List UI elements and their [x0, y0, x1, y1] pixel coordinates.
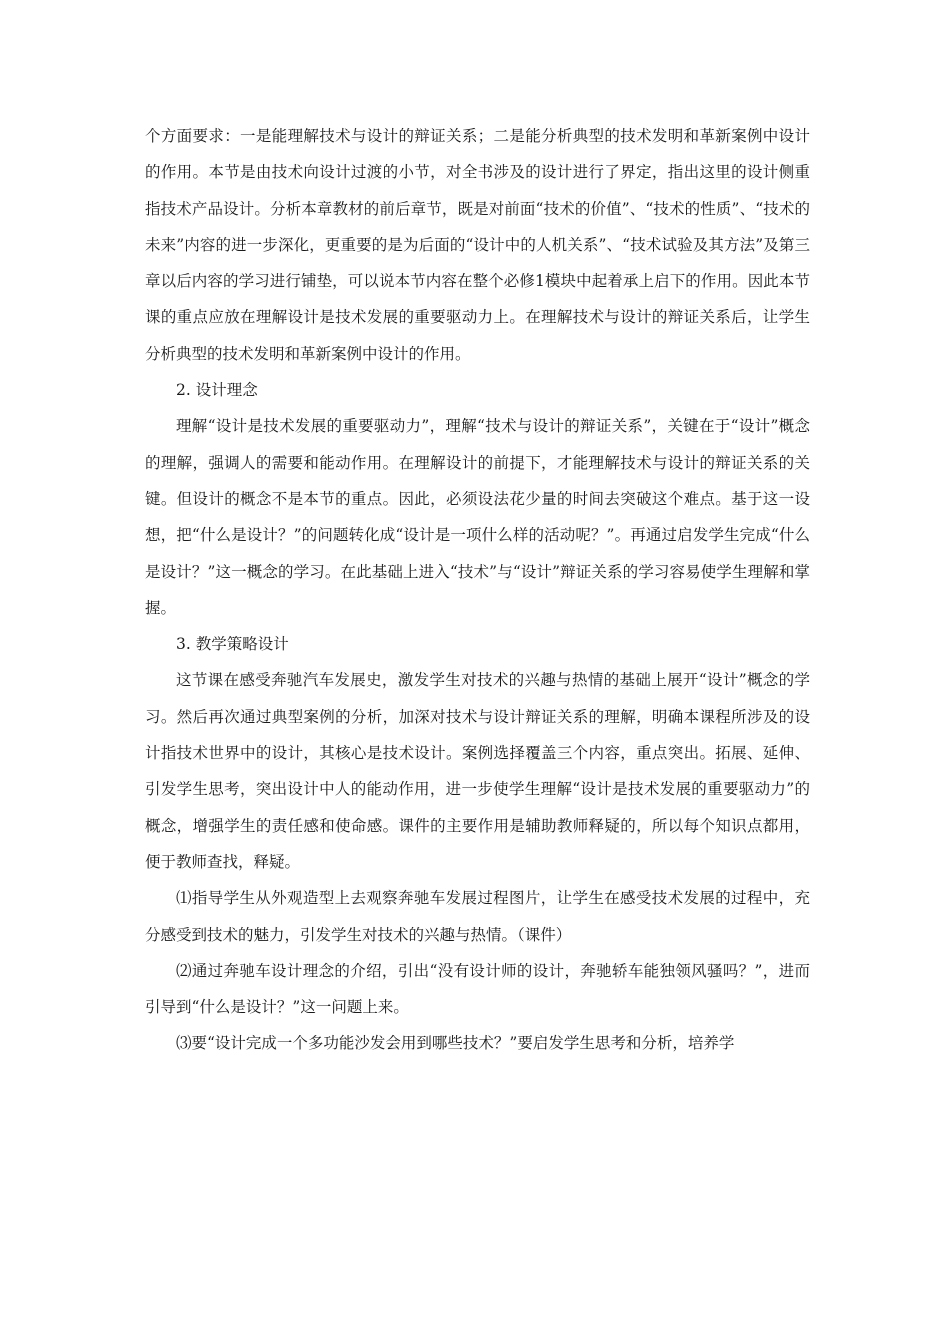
paragraph-intro-continued: 个方面要求：一是能理解技术与设计的辩证关系；二是能分析典型的技术发明和革新案例中设计的作用。本节是由技术向设计过渡的小节，对全书涉及的设计进行了界定，指出这里的设计侧重指技术产品设计。分析本章教材的前后章节，既是对前面“技术的价值”、“技术的性质”、“技术的未来”内容的进一步深化，更重要的是为后面的“设计中的人机关系”、“技术试验及其方法”及第三章以后内容的学习进行铺垫，可以说本节内容在整个必修1模块中起着承上启下的作用。因此本节课的重点应放在理解设计是技术发展的重要驱动力上。在理解技术与设计的辩证关系后，让学生分析典型的技术发明和革新案例中设计的作用。 — [145, 127, 810, 363]
document-body — [145, 118, 810, 1062]
section-heading-teaching-strategy: 3. 教学策略设计 — [176, 635, 289, 654]
paragraph-design-concept: 理解“设计是技术发展的重要驱动力”，理解“技术与设计的辩证关系”，关键在于“设计”概念的理解，强调人的需要和能动作用。在理解设计的前提下，才能理解技术与设计的辩证关系的关键。但设计的概念不是本节的重点。因此，必须设法花少量的时间去突破这个难点。基于这一设想，把“什么是设计？”的问题转化成“设计是一项什么样的活动呢？”。再通过启发学生完成“什么是设计？”这一概念的学习。在此基础上进入“技术”与“设计”辩证关系的学习容易使学生理解和掌握。 — [145, 417, 810, 617]
list-item-step-2: ⑵通过奔驰车设计理念的介绍，引出“没有设计师的设计，奔驰轿车能独领风骚吗？”，进而引导到“什么是设计？”这一问题上来。 — [145, 961, 810, 1017]
list-item-step-1: ⑴指导学生从外观造型上去观察奔驰车发展过程图片，让学生在感受技术发展的过程中，充分感受到技术的魅力，引发学生对技术的兴趣与热情。（课件） — [145, 889, 810, 944]
section-heading-design-concept: 2. 设计理念 — [176, 381, 258, 400]
paragraph-teaching-strategy: 这节课在感受奔驰汽车发展史，激发学生对技术的兴趣与热情的基础上展开“设计”概念的学习。然后再次通过典型案例的分析，加深对技术与设计辩证关系的理解，明确本课程所涉及的设计指技术世界中的设计，其核心是技术设计。案例选择覆盖三个内容，重点突出。拓展、延伸、引发学生思考，突出设计中人的能动作用，进一步使学生理解“设计是技术发展的重要驱动力”的概念，增强学生的责任感和使命感。课件的主要作用是辅助教师释疑的，所以每个知识点都用，便于教师查找，释疑。 — [145, 671, 810, 871]
list-item-step-3: ⑶要“设计完成一个多功能沙发会用到哪些技术？”要启发学生思考和分析，培养学 — [176, 1034, 735, 1053]
